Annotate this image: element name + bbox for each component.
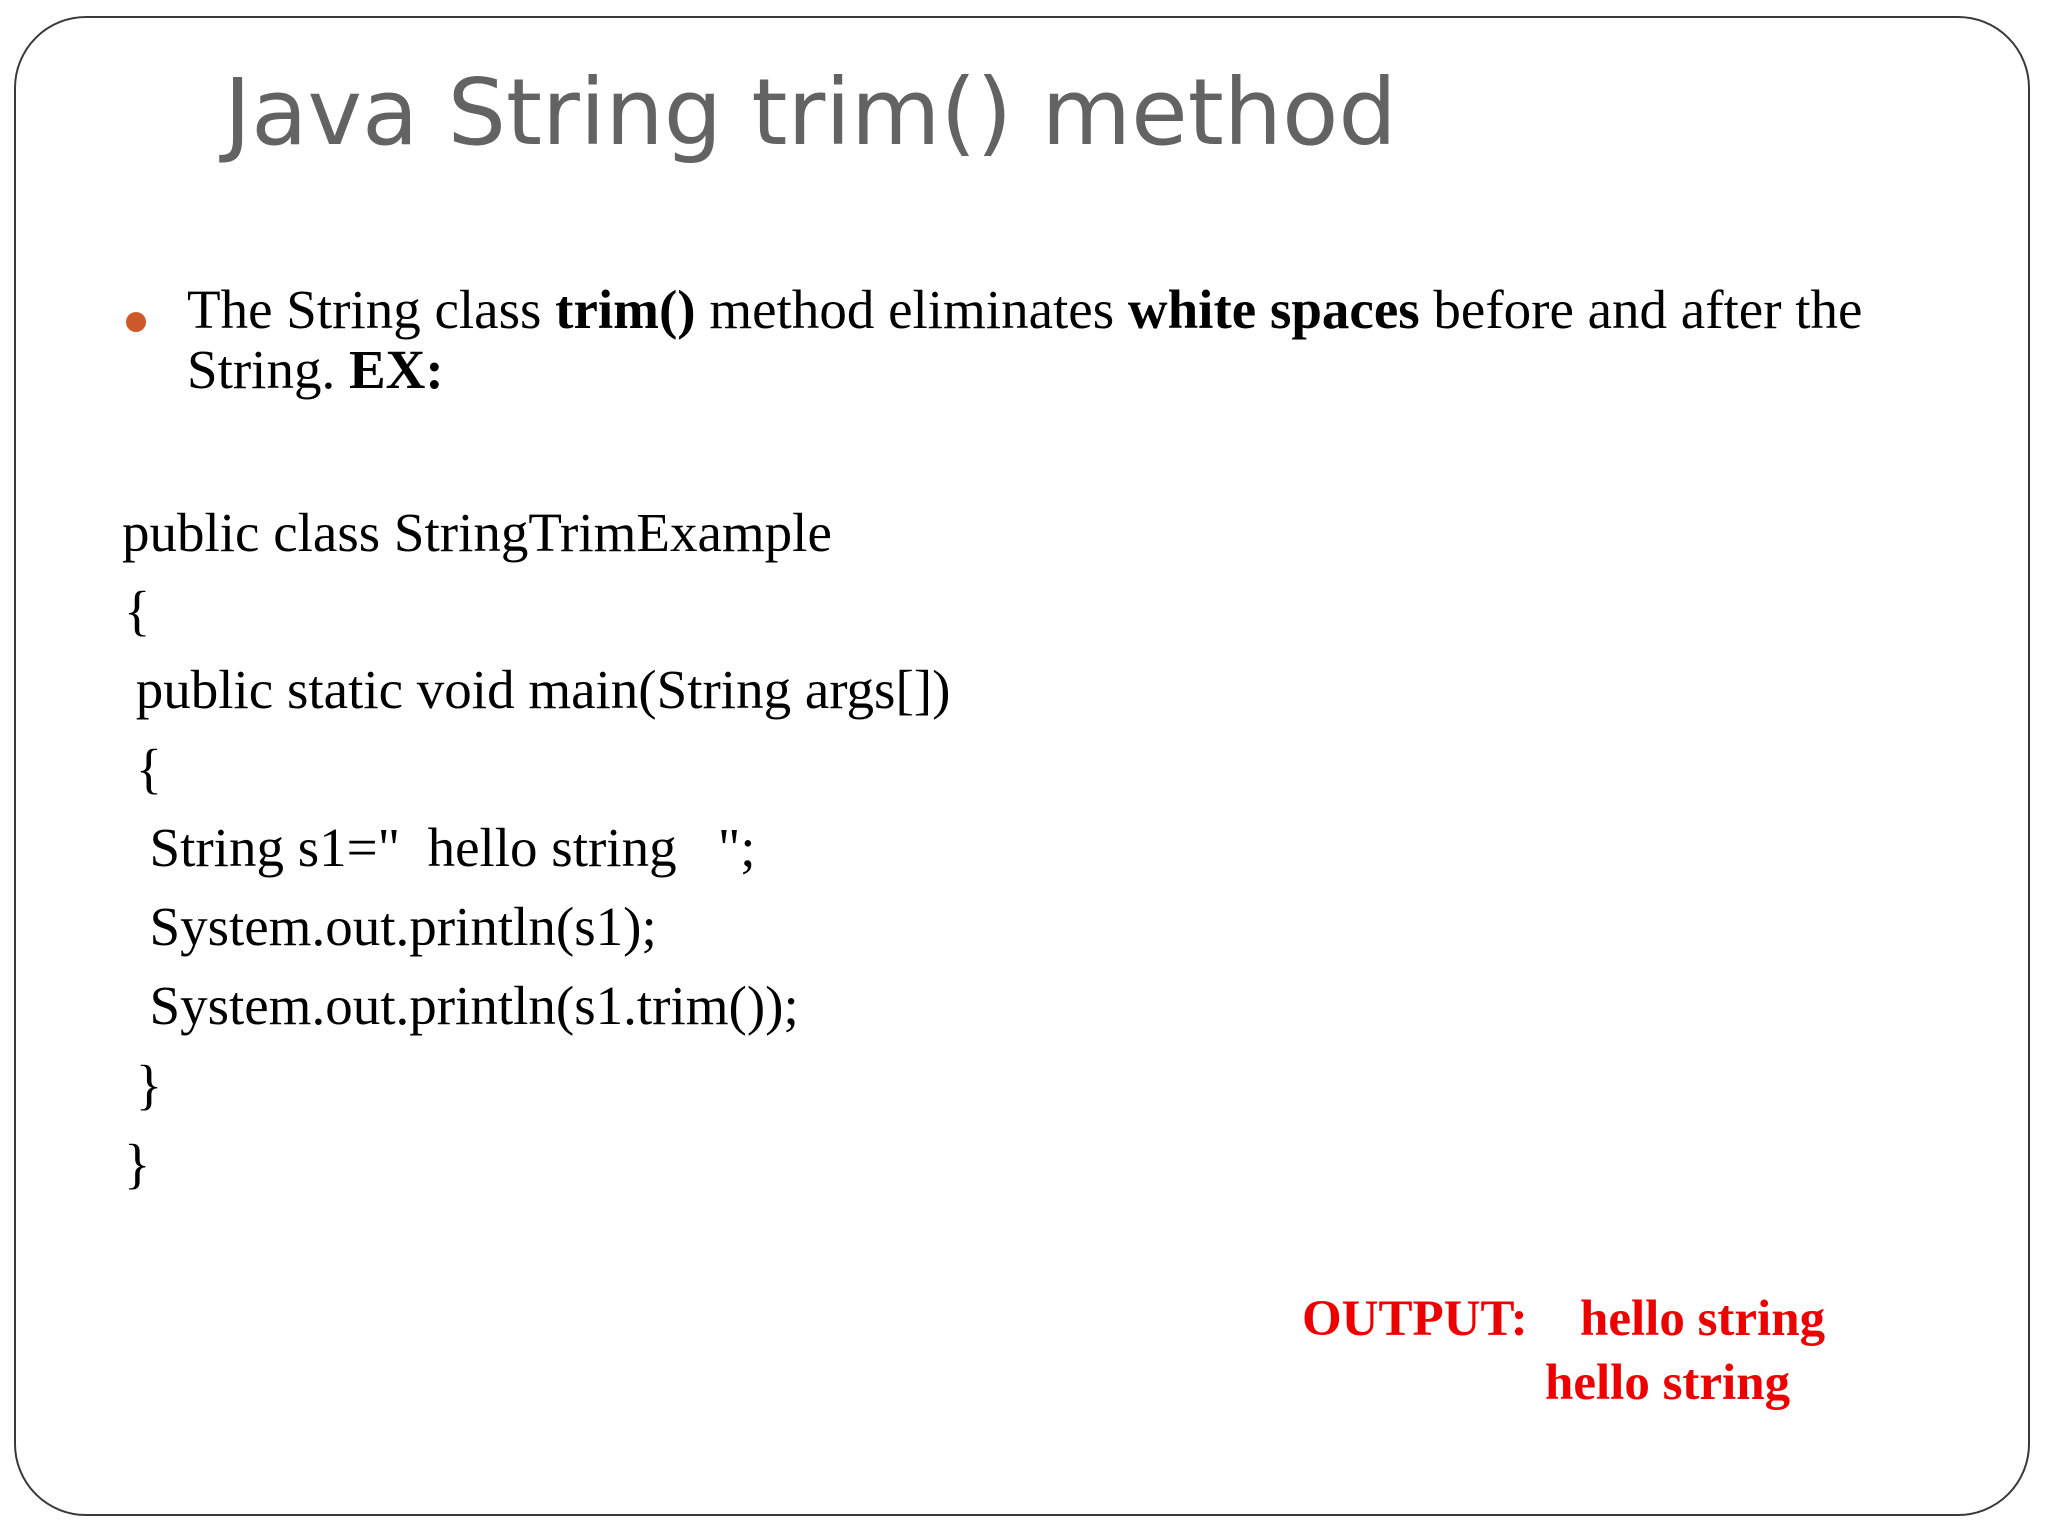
bullet-bold-ex: EX: — [348, 339, 444, 400]
bullet-dot-icon — [126, 312, 146, 332]
output-line-2: hello string — [1545, 1355, 1791, 1411]
output-line-1: hello string — [1580, 1291, 1826, 1347]
code-line: public static void main(String args[]) — [122, 659, 951, 720]
bullet-text-part3: before and after the String. — [187, 279, 1863, 400]
bullet-text-part2: method eliminates — [695, 279, 1128, 340]
slide-title: Java String trim() method — [224, 59, 1397, 166]
code-line: System.out.println(s1.trim()); — [122, 975, 799, 1036]
bullet-text-part1: The String class — [187, 279, 556, 340]
bullet-text — [187, 280, 1977, 400]
code-line: { — [122, 738, 163, 799]
bullet-bold-white-spaces: white spaces — [1127, 279, 1420, 340]
bullet-bold-trim: trim() — [555, 279, 696, 340]
code-line: } — [122, 1054, 163, 1115]
code-line: public class StringTrimExample — [122, 502, 832, 563]
code-line: String s1=" hello string "; — [122, 817, 756, 878]
code-line: System.out.println(s1); — [122, 896, 657, 957]
code-line: { — [124, 580, 151, 641]
output-label: OUTPUT: — [1302, 1291, 1528, 1347]
code-line: } — [124, 1133, 151, 1194]
